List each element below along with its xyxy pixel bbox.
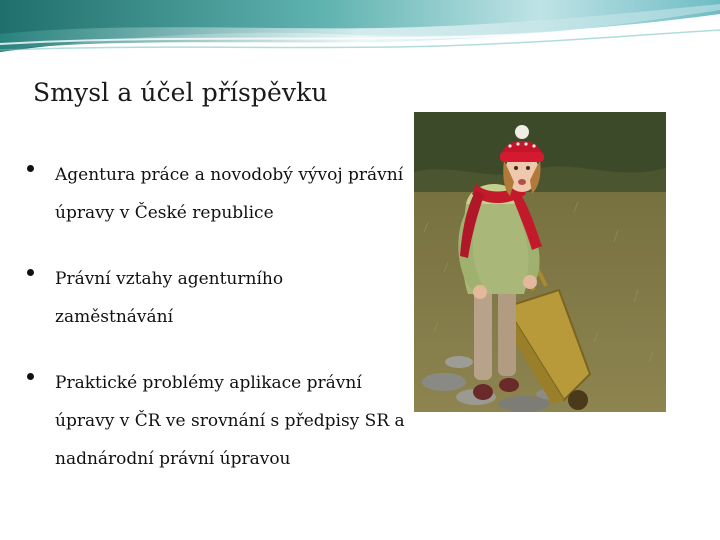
bullet-item: [26, 260, 406, 336]
bullet-dot-icon: [27, 373, 34, 380]
bullet-dot-icon: [27, 165, 34, 172]
bullet-text: Praktické problémy aplikace právní úpravy v ČR ve srovnání s předpisy SR a nadnárodní právní úpravou: [55, 373, 405, 469]
child-with-wheelbarrow-photo: [414, 112, 666, 412]
header-wave-banner: [0, 0, 720, 62]
bullet-text: Právní vztahy agenturního zaměstnávání: [55, 269, 284, 327]
slide-title: Smysl a účel příspěvku: [33, 78, 328, 107]
bullet-item: [26, 364, 406, 478]
bullet-dot-icon: [27, 269, 34, 276]
bullet-text: Agentura práce a novodobý vývoj právní úpravy v České republice: [55, 165, 404, 223]
bullet-list: [26, 156, 406, 506]
bullet-item: [26, 156, 406, 232]
